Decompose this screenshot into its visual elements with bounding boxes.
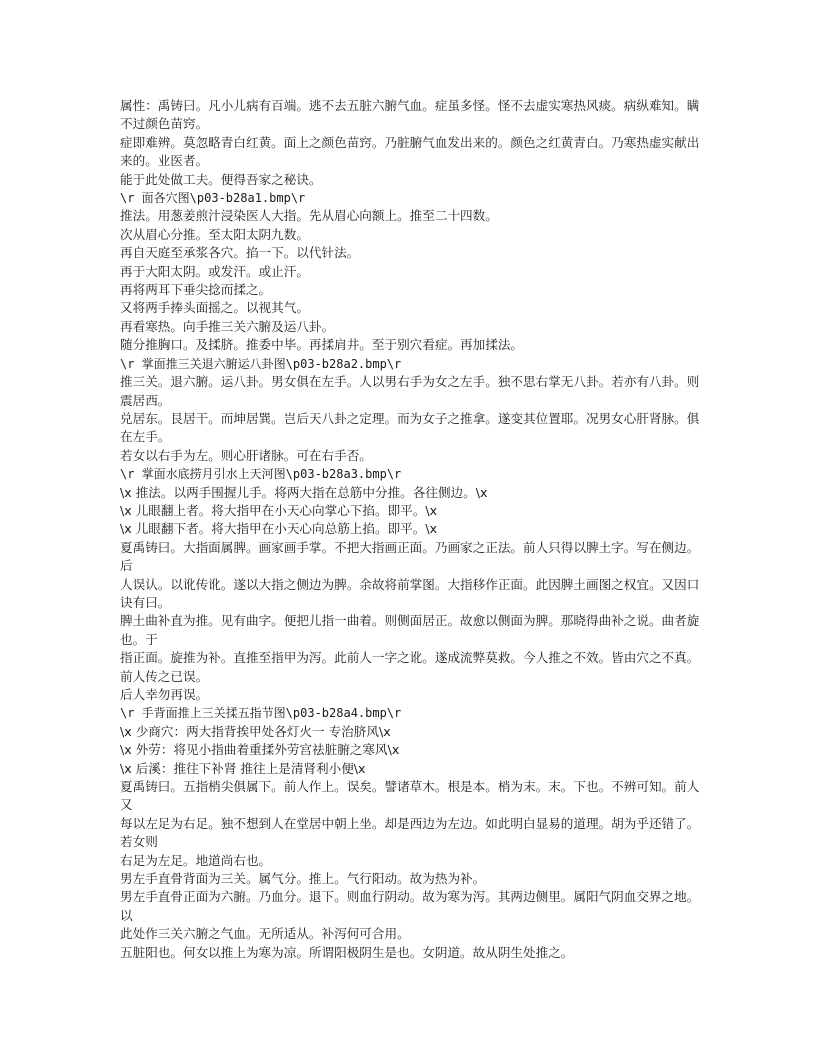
text-line: 每以左足为右足。独不想到人在堂居中朝上坐。却是西边为左边。如此明白显易的道理。胡为乎还错了。若女则 bbox=[120, 815, 700, 850]
text-line: 兑居东。艮居干。而坤居巽。岂后天八卦之定理。而为女子之推拿。遂变其位置耶。况男女心肝肾脉。俱在左手。 bbox=[120, 410, 700, 445]
text-line: 男左手直骨正面为六腑。乃血分。退下。则血行阴动。故为寒为泻。其两边侧里。属阳气阴血交界之地。以 bbox=[120, 889, 700, 923]
text-line: 随分推胸口。及揉脐。推委中毕。再揉肩井。至于别穴看症。再加揉法。 bbox=[120, 337, 523, 353]
text-line: 再看寒热。向手推三关六腑及运八卦。 bbox=[120, 318, 335, 334]
text-line: 再自天庭至承浆各穴。掐一下。以代针法。 bbox=[120, 245, 360, 261]
text-line: 男左手直骨背面为三关。属气分。推上。气行阳动。故为热为补。 bbox=[120, 871, 486, 887]
text-line: 脾土曲补直为推。见有曲字。便把儿指一曲着。则侧面居正。故愈以侧面为脾。那晓得曲补之说。曲者旋也。于 bbox=[120, 613, 700, 647]
text-line: 再将两耳下垂尖捻而揉之。 bbox=[120, 282, 272, 298]
document-body bbox=[120, 97, 700, 962]
image-reference-line: \r 掌面水底捞月引水上天河图\p03-b28a3.bmp\r bbox=[120, 467, 402, 482]
text-line: \x 外劳：将见小指曲着重揉外劳宫祛脏腑之寒风\x bbox=[120, 742, 400, 758]
text-line: 指正面。旋推为补。直推至指甲为泻。此前人一字之讹。遂成流弊莫救。今人推之不效。皆由穴之不真。前人传之已误。 bbox=[120, 650, 700, 684]
image-reference-line: \r 面各穴图\p03-b28a1.bmp\r bbox=[120, 191, 306, 206]
text-line: 若女以右手为左。则心肝诸脉。可在右手否。 bbox=[120, 447, 372, 463]
text-line: 此处作三关六腑之气血。无所适从。补泻何可合用。 bbox=[120, 926, 410, 942]
text-line: 症即难辨。莫忽略青白红黄。面上之颜色苗窍。乃脏腑气血发出来的。颜色之红黄青白。乃寒热虚实献出来的。业医者。 bbox=[120, 134, 700, 169]
text-line: 次从眉心分推。至太阳太阴九数。 bbox=[120, 226, 309, 242]
text-line: 推法。用葱姜煎汁浸染医人大指。先从眉心向额上。推至二十四数。 bbox=[120, 208, 498, 224]
text-line: \x 儿眼翻下者。将大指甲在小天心向总筋上掐。即平。\x bbox=[120, 521, 438, 537]
text-line: \x 儿眼翻上者。将大指甲在小天心向掌心下掐。即平。\x bbox=[120, 502, 438, 518]
text-line: 夏禹铸曰。大指面属脾。画家画手掌。不把大指画正面。乃画家之正法。前人只得以脾土字。写在侧边。后 bbox=[120, 539, 700, 574]
image-reference-line: \r 掌面推三关退六腑运八卦图\p03-b28a2.bmp\r bbox=[120, 356, 402, 371]
text-line: 能于此处做工夫。便得吾家之秘诀。 bbox=[120, 171, 322, 187]
text-line: 夏禹铸曰。五指梢尖俱属下。前人作上。误矣。譬诸草木。根是本。梢为末。末。下也。不辨可知。前人又 bbox=[120, 779, 700, 813]
text-line: \x 推法。以两手围握儿手。将两大指在总筋中分推。各往侧边。\x bbox=[120, 484, 488, 500]
text-line: 又将两手捧头面摇之。以视其气。 bbox=[120, 300, 309, 316]
text-line: 属性：禹铸曰。凡小儿病有百端。逃不去五脏六腑气血。症虽多怪。怪不去虚实寒热风痰。病纵难知。瞒不过颜色苗窍。 bbox=[120, 98, 700, 132]
image-reference-line: \r 手背面推上三关揉五指节图\p03-b28a4.bmp\r bbox=[120, 706, 402, 721]
text-line: 推三关。退六腑。运八卦。男女俱在左手。人以男右手为女之左手。独不思右掌无八卦。若亦有八卦。则震居西。 bbox=[120, 374, 700, 408]
text-line: \x 少商穴：两大指背挨甲处各灯火一 专治脐风\x bbox=[120, 723, 391, 739]
text-line: \x 后溪：推往下补肾 推往上是清肾利小便\x bbox=[120, 760, 366, 776]
text-line: 再于大阳太阴。或发汗。或止汗。 bbox=[120, 263, 309, 279]
text-line: 五脏阳也。何女以推上为寒为凉。所谓阳极阴生是也。女阴道。故从阴生处推之。 bbox=[120, 944, 574, 960]
text-line: 后人幸勿再误。 bbox=[120, 687, 209, 702]
text-line: 人误认。以讹传讹。遂以大指之侧边为脾。余故将前掌图。大指移作正面。此因脾土画图之权宜。又因口诀有曰。 bbox=[120, 576, 700, 610]
text-line: 右足为左足。地道尚右也。 bbox=[120, 852, 272, 868]
